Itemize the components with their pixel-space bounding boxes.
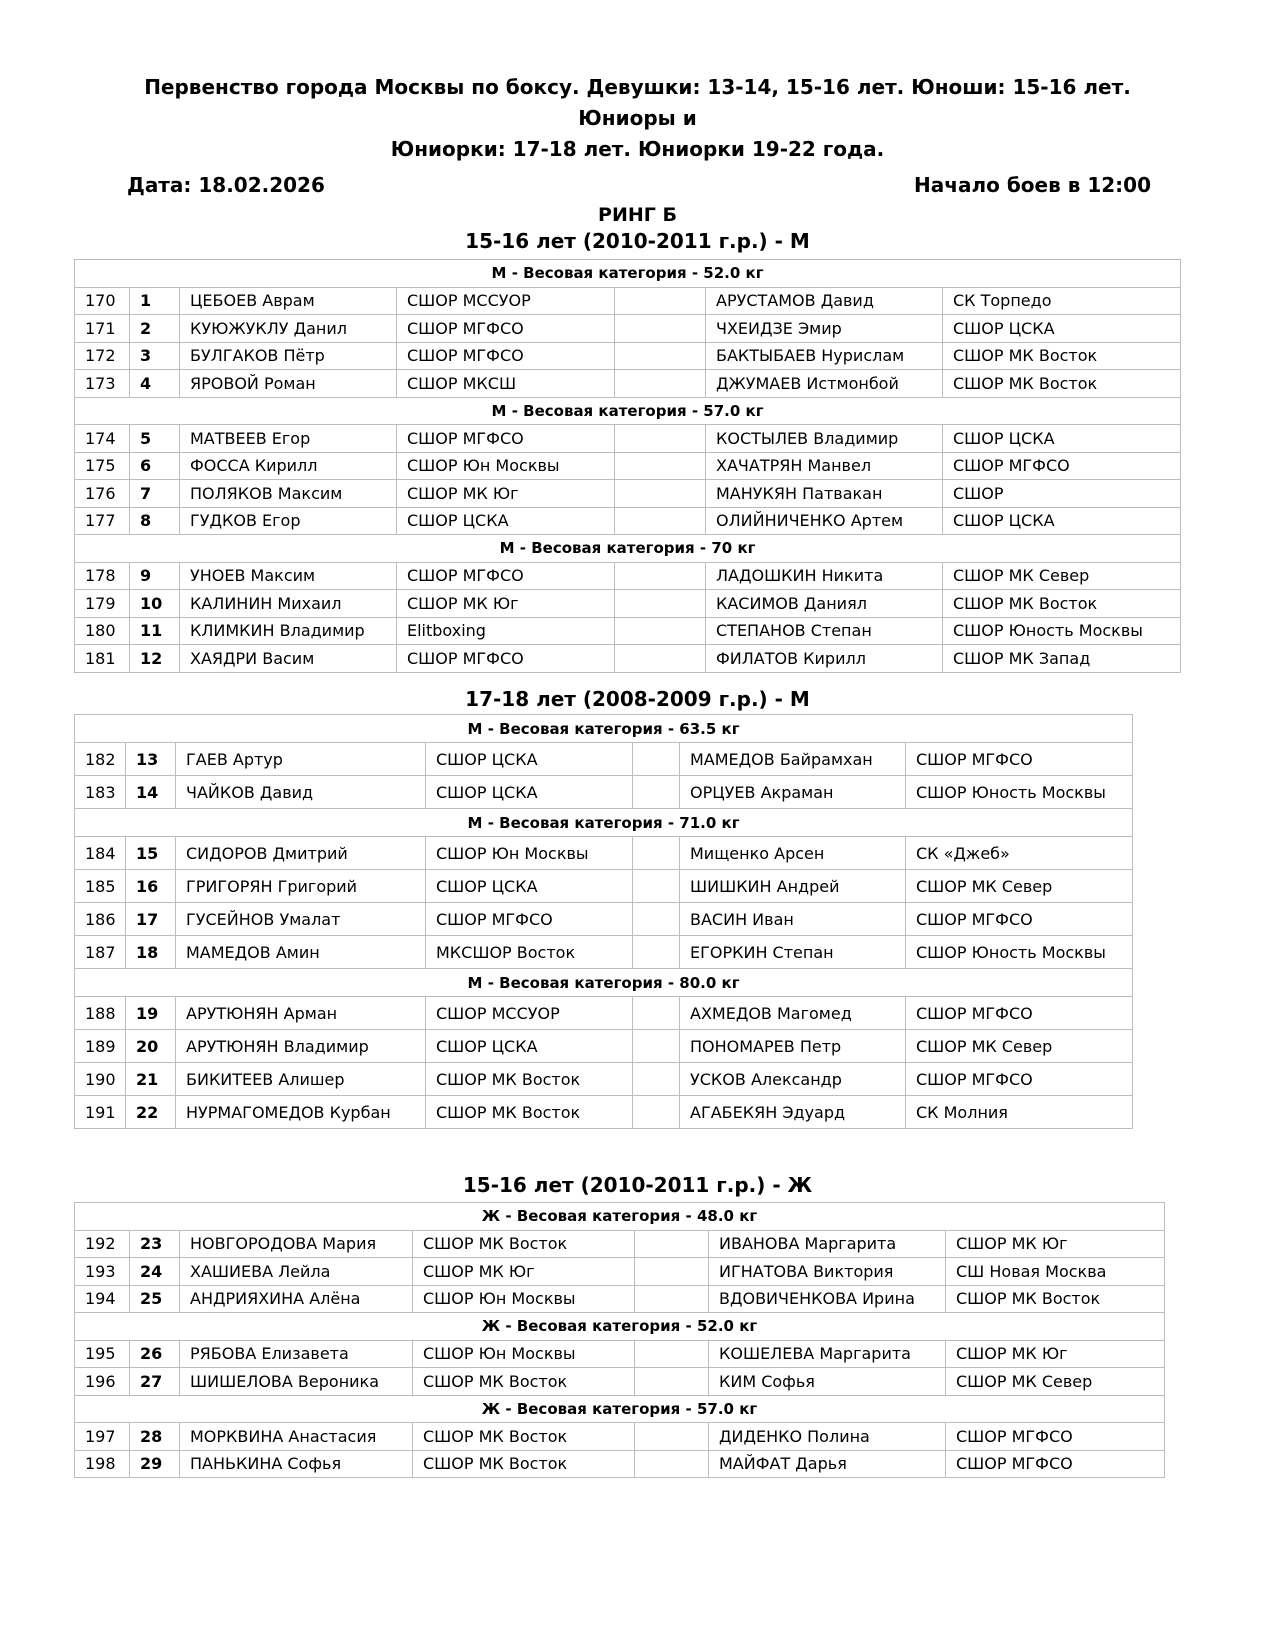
table-row — [75, 1285, 1165, 1313]
red-corner-name: БИКИТЕЕВ Алишер — [176, 1063, 426, 1096]
blue-corner-name: ЕГОРКИН Степан — [680, 936, 906, 969]
blue-corner-name: АРУСТАМОВ Давид — [706, 287, 943, 315]
blue-corner-name: ДИДЕНКО Полина — [709, 1423, 946, 1451]
row-number: 182 — [75, 743, 126, 776]
red-corner-club: СШОР МГФСО — [397, 425, 615, 453]
blue-corner-name: АХМЕДОВ Магомед — [680, 997, 906, 1030]
weight-category-row — [75, 715, 1133, 743]
bouts-table-3 — [74, 1202, 1165, 1478]
row-number: 198 — [75, 1450, 130, 1478]
row-number: 180 — [75, 617, 130, 645]
blue-corner-club: СШОР МГФСО — [906, 903, 1133, 936]
weight-category-row — [75, 397, 1181, 425]
row-number: 196 — [75, 1368, 130, 1396]
blue-corner-name: Мищенко Арсен — [680, 837, 906, 870]
event-date: Дата: 18.02.2026 — [127, 173, 325, 197]
bouts-table-1 — [74, 259, 1181, 673]
weight-category-label: М - Весовая категория - 52.0 кг — [75, 260, 1181, 288]
weight-category-row — [75, 1395, 1165, 1423]
weight-category-label: Ж - Весовая категория - 57.0 кг — [75, 1395, 1165, 1423]
weight-category-row — [75, 809, 1133, 837]
blue-corner-club: СШОР ЦСКА — [943, 315, 1181, 343]
blue-corner-name: ШИШКИН Андрей — [680, 870, 906, 903]
red-corner-club: СШОР МК Восток — [426, 1096, 633, 1129]
bout-number: 10 — [130, 590, 180, 618]
table-row — [75, 1368, 1165, 1396]
row-number: 174 — [75, 425, 130, 453]
bout-number: 2 — [130, 315, 180, 343]
result-cell — [635, 1285, 709, 1313]
result-cell — [635, 1423, 709, 1451]
red-corner-club: СШОР ЦСКА — [426, 870, 633, 903]
weight-category-row — [75, 1203, 1165, 1231]
red-corner-club: СШОР МГФСО — [397, 342, 615, 370]
row-number: 183 — [75, 776, 126, 809]
ring-label: РИНГ Б — [598, 204, 677, 226]
table-row — [75, 1030, 1133, 1063]
row-number: 186 — [75, 903, 126, 936]
red-corner-name: ХАЯДРИ Васим — [180, 645, 397, 673]
red-corner-name: УНОЕВ Максим — [180, 562, 397, 590]
blue-corner-name: ЛАДОШКИН Никита — [706, 562, 943, 590]
bout-number: 8 — [130, 507, 180, 535]
start-time: Начало боев в 12:00 — [914, 173, 1151, 197]
blue-corner-name: ЧХЕИДЗЕ Эмир — [706, 315, 943, 343]
row-number: 184 — [75, 837, 126, 870]
blue-corner-club: СШОР ЦСКА — [943, 507, 1181, 535]
blue-corner-club: СШОР МГФСО — [946, 1423, 1165, 1451]
table-row — [75, 936, 1133, 969]
red-corner-name: ЯРОВОЙ Роман — [180, 370, 397, 398]
red-corner-name: ПАНЬКИНА Софья — [180, 1450, 413, 1478]
row-number: 188 — [75, 997, 126, 1030]
weight-category-label: Ж - Весовая категория - 52.0 кг — [75, 1313, 1165, 1341]
table-row — [75, 903, 1133, 936]
result-cell — [633, 776, 680, 809]
red-corner-club: СШОР МССУОР — [397, 287, 615, 315]
red-corner-name: НОВГОРОДОВА Мария — [180, 1230, 413, 1258]
red-corner-name: КЛИМКИН Владимир — [180, 617, 397, 645]
row-number: 197 — [75, 1423, 130, 1451]
red-corner-club: СШОР МК Восток — [413, 1423, 635, 1451]
blue-corner-club: СШОР МК Север — [906, 870, 1133, 903]
table-row — [75, 1423, 1165, 1451]
result-cell — [615, 507, 706, 535]
red-corner-club: СШОР МК Восток — [426, 1063, 633, 1096]
red-corner-name: ЧАЙКОВ Давид — [176, 776, 426, 809]
weight-category-label: М - Весовая категория - 63.5 кг — [75, 715, 1133, 743]
bout-number: 1 — [130, 287, 180, 315]
table-row — [75, 1063, 1133, 1096]
table-row — [75, 837, 1133, 870]
bout-number: 21 — [126, 1063, 176, 1096]
red-corner-club: СШОР МК Восток — [413, 1450, 635, 1478]
result-cell — [615, 590, 706, 618]
result-cell — [615, 562, 706, 590]
table-row — [75, 997, 1133, 1030]
blue-corner-name: ВАСИН Иван — [680, 903, 906, 936]
bout-number: 14 — [126, 776, 176, 809]
row-number: 181 — [75, 645, 130, 673]
title-line-2: Юниорки: 17-18 лет. Юниорки 19-22 года. — [390, 137, 885, 161]
bout-number: 6 — [130, 452, 180, 480]
blue-corner-club: СШОР — [943, 480, 1181, 508]
red-corner-name: ГУДКОВ Егор — [180, 507, 397, 535]
row-number: 194 — [75, 1285, 130, 1313]
result-cell — [635, 1450, 709, 1478]
bout-number: 25 — [130, 1285, 180, 1313]
row-number: 193 — [75, 1258, 130, 1286]
blue-corner-club: СШОР МК Восток — [943, 370, 1181, 398]
table-row — [75, 590, 1181, 618]
blue-corner-name: УСКОВ Александр — [680, 1063, 906, 1096]
blue-corner-name: ПОНОМАРЕВ Петр — [680, 1030, 906, 1063]
weight-category-label: М - Весовая категория - 71.0 кг — [75, 809, 1133, 837]
blue-corner-club: СШОР МГФСО — [906, 743, 1133, 776]
bout-number: 13 — [126, 743, 176, 776]
red-corner-name: ГРИГОРЯН Григорий — [176, 870, 426, 903]
red-corner-name: АНДРИЯХИНА Алёна — [180, 1285, 413, 1313]
red-corner-name: ЦЕБОЕВ Аврам — [180, 287, 397, 315]
blue-corner-club: СШОР МГФСО — [946, 1450, 1165, 1478]
red-corner-name: МАМЕДОВ Амин — [176, 936, 426, 969]
blue-corner-club: СШОР МК Север — [943, 562, 1181, 590]
bout-number: 5 — [130, 425, 180, 453]
table-row — [75, 645, 1181, 673]
result-cell — [615, 480, 706, 508]
weight-category-row — [75, 535, 1181, 563]
result-cell — [633, 1096, 680, 1129]
result-cell — [615, 315, 706, 343]
bout-number: 3 — [130, 342, 180, 370]
red-corner-name: АРУТЮНЯН Арман — [176, 997, 426, 1030]
red-corner-club: СШОР МГФСО — [426, 903, 633, 936]
result-cell — [633, 1063, 680, 1096]
blue-corner-name: КИМ Софья — [709, 1368, 946, 1396]
weight-category-label: М - Весовая категория - 70 кг — [75, 535, 1181, 563]
blue-corner-club: СШОР ЦСКА — [943, 425, 1181, 453]
result-cell — [633, 1030, 680, 1063]
red-corner-club: СШОР МК Юг — [397, 480, 615, 508]
title-line-1: Первенство города Москвы по боксу. Девушки: 13-14, 15-16 лет. Юноши: 15-16 лет. Юниоры и — [144, 75, 1131, 130]
red-corner-club: СШОР МК Юг — [413, 1258, 635, 1286]
section-title-3: 15-16 лет (2010-2011 г.р.) - Ж — [462, 1173, 813, 1197]
blue-corner-club: СШОР МК Восток — [946, 1285, 1165, 1313]
red-corner-club: СШОР МГФСО — [397, 645, 615, 673]
row-number: 173 — [75, 370, 130, 398]
result-cell — [633, 936, 680, 969]
table-row — [75, 480, 1181, 508]
red-corner-name: МАТВЕЕВ Егор — [180, 425, 397, 453]
blue-corner-club: СШОР МК Запад — [943, 645, 1181, 673]
red-corner-club: СШОР МССУОР — [426, 997, 633, 1030]
blue-corner-club: СШОР МК Восток — [943, 590, 1181, 618]
weight-category-row — [75, 969, 1133, 997]
blue-corner-club: СШОР Юность Москвы — [906, 936, 1133, 969]
blue-corner-club: СШОР МК Север — [906, 1030, 1133, 1063]
result-cell — [615, 617, 706, 645]
red-corner-name: ГУСЕЙНОВ Умалат — [176, 903, 426, 936]
blue-corner-name: КОШЕЛЕВА Маргарита — [709, 1340, 946, 1368]
red-corner-name: ГАЕВ Артур — [176, 743, 426, 776]
blue-corner-name: ФИЛАТОВ Кирилл — [706, 645, 943, 673]
table-row — [75, 743, 1133, 776]
result-cell — [615, 342, 706, 370]
red-corner-name: МОРКВИНА Анастасия — [180, 1423, 413, 1451]
red-corner-club: СШОР МГФСО — [397, 562, 615, 590]
blue-corner-name: КАСИМОВ Даниял — [706, 590, 943, 618]
bout-number: 12 — [130, 645, 180, 673]
row-number: 185 — [75, 870, 126, 903]
table-row — [75, 870, 1133, 903]
blue-corner-name: ХАЧАТРЯН Манвел — [706, 452, 943, 480]
bout-number: 20 — [126, 1030, 176, 1063]
red-corner-club: СШОР МК Восток — [413, 1230, 635, 1258]
blue-corner-club: СШОР Юность Москвы — [943, 617, 1181, 645]
red-corner-name: ШИШЕЛОВА Вероника — [180, 1368, 413, 1396]
bout-number: 18 — [126, 936, 176, 969]
weight-category-label: М - Весовая категория - 80.0 кг — [75, 969, 1133, 997]
blue-corner-club: СШОР МГФСО — [906, 997, 1133, 1030]
bout-number: 15 — [126, 837, 176, 870]
bout-number: 11 — [130, 617, 180, 645]
row-number: 189 — [75, 1030, 126, 1063]
document-title — [100, 72, 1175, 165]
table-row — [75, 1230, 1165, 1258]
blue-corner-club: СШОР МК Юг — [946, 1230, 1165, 1258]
row-number: 179 — [75, 590, 130, 618]
blue-corner-name: ОРЦУЕВ Акраман — [680, 776, 906, 809]
result-cell — [635, 1340, 709, 1368]
bout-number: 29 — [130, 1450, 180, 1478]
bout-number: 17 — [126, 903, 176, 936]
bout-number: 24 — [130, 1258, 180, 1286]
result-cell — [615, 425, 706, 453]
red-corner-club: СШОР ЦСКА — [426, 743, 633, 776]
result-cell — [633, 870, 680, 903]
table-row — [75, 776, 1133, 809]
blue-corner-name: БАКТЫБАЕВ Нурислам — [706, 342, 943, 370]
bout-number: 27 — [130, 1368, 180, 1396]
red-corner-club: СШОР Юн Москвы — [413, 1285, 635, 1313]
table-row — [75, 1258, 1165, 1286]
bout-number: 23 — [130, 1230, 180, 1258]
row-number: 171 — [75, 315, 130, 343]
red-corner-club: СШОР ЦСКА — [397, 507, 615, 535]
red-corner-club: СШОР МК Восток — [413, 1368, 635, 1396]
row-number: 192 — [75, 1230, 130, 1258]
blue-corner-name: ОЛИЙНИЧЕНКО Артем — [706, 507, 943, 535]
weight-category-row — [75, 1313, 1165, 1341]
row-number: 175 — [75, 452, 130, 480]
bout-number: 28 — [130, 1423, 180, 1451]
result-cell — [633, 997, 680, 1030]
table-row — [75, 507, 1181, 535]
section-title-2: 17-18 лет (2008-2009 г.р.) - М — [465, 687, 810, 711]
table-row — [75, 1450, 1165, 1478]
row-number: 178 — [75, 562, 130, 590]
table-row — [75, 562, 1181, 590]
bout-number: 22 — [126, 1096, 176, 1129]
blue-corner-name: МАМЕДОВ Байрамхан — [680, 743, 906, 776]
bout-number: 9 — [130, 562, 180, 590]
weight-category-label: М - Весовая категория - 57.0 кг — [75, 397, 1181, 425]
red-corner-club: СШОР МКСШ — [397, 370, 615, 398]
red-corner-club: СШОР МК Юг — [397, 590, 615, 618]
blue-corner-club: СШОР МК Юг — [946, 1340, 1165, 1368]
red-corner-name: НУРМАГОМЕДОВ Курбан — [176, 1096, 426, 1129]
blue-corner-club: СШОР МГФСО — [906, 1063, 1133, 1096]
blue-corner-name: КОСТЫЛЕВ Владимир — [706, 425, 943, 453]
result-cell — [633, 743, 680, 776]
result-cell — [633, 837, 680, 870]
blue-corner-name: МАНУКЯН Патвакан — [706, 480, 943, 508]
section-title-1: 15-16 лет (2010-2011 г.р.) - М — [465, 229, 810, 253]
row-number: 170 — [75, 287, 130, 315]
blue-corner-club: СШ Новая Москва — [946, 1258, 1165, 1286]
row-number: 190 — [75, 1063, 126, 1096]
row-number: 172 — [75, 342, 130, 370]
bout-number: 26 — [130, 1340, 180, 1368]
result-cell — [615, 370, 706, 398]
table-row — [75, 1096, 1133, 1129]
weight-category-row — [75, 260, 1181, 288]
bouts-table-2 — [74, 714, 1133, 1129]
red-corner-name: КУЮЖУКЛУ Данил — [180, 315, 397, 343]
bout-number: 19 — [126, 997, 176, 1030]
red-corner-name: АРУТЮНЯН Владимир — [176, 1030, 426, 1063]
red-corner-club: МКСШОР Восток — [426, 936, 633, 969]
red-corner-name: БУЛГАКОВ Пётр — [180, 342, 397, 370]
red-corner-name: РЯБОВА Елизавета — [180, 1340, 413, 1368]
blue-corner-club: СШОР Юность Москвы — [906, 776, 1133, 809]
blue-corner-name: МАЙФАТ Дарья — [709, 1450, 946, 1478]
result-cell — [615, 287, 706, 315]
blue-corner-club: СШОР МГФСО — [943, 452, 1181, 480]
red-corner-name: СИДОРОВ Дмитрий — [176, 837, 426, 870]
red-corner-club: СШОР Юн Москвы — [426, 837, 633, 870]
red-corner-club: СШОР Юн Москвы — [397, 452, 615, 480]
blue-corner-club: СК Торпедо — [943, 287, 1181, 315]
table-row — [75, 1340, 1165, 1368]
red-corner-club: Elitboxing — [397, 617, 615, 645]
result-cell — [633, 903, 680, 936]
result-cell — [635, 1258, 709, 1286]
table-row — [75, 425, 1181, 453]
weight-category-label: Ж - Весовая категория - 48.0 кг — [75, 1203, 1165, 1231]
row-number: 187 — [75, 936, 126, 969]
red-corner-club: СШОР МГФСО — [397, 315, 615, 343]
result-cell — [615, 452, 706, 480]
blue-corner-name: ДЖУМАЕВ Истмонбой — [706, 370, 943, 398]
row-number: 191 — [75, 1096, 126, 1129]
blue-corner-name: ИГНАТОВА Виктория — [709, 1258, 946, 1286]
bout-number: 16 — [126, 870, 176, 903]
blue-corner-club: СШОР МК Восток — [943, 342, 1181, 370]
row-number: 176 — [75, 480, 130, 508]
red-corner-name: ПОЛЯКОВ Максим — [180, 480, 397, 508]
result-cell — [635, 1230, 709, 1258]
row-number: 195 — [75, 1340, 130, 1368]
result-cell — [635, 1368, 709, 1396]
table-row — [75, 315, 1181, 343]
blue-corner-name: СТЕПАНОВ Степан — [706, 617, 943, 645]
blue-corner-club: СШОР МК Север — [946, 1368, 1165, 1396]
table-row — [75, 617, 1181, 645]
red-corner-name: ФОССА Кирилл — [180, 452, 397, 480]
blue-corner-name: ВДОВИЧЕНКОВА Ирина — [709, 1285, 946, 1313]
red-corner-name: ХАШИЕВА Лейла — [180, 1258, 413, 1286]
table-row — [75, 370, 1181, 398]
blue-corner-name: АГАБЕКЯН Эдуард — [680, 1096, 906, 1129]
table-row — [75, 287, 1181, 315]
result-cell — [615, 645, 706, 673]
red-corner-name: КАЛИНИН Михаил — [180, 590, 397, 618]
blue-corner-club: СК Молния — [906, 1096, 1133, 1129]
red-corner-club: СШОР ЦСКА — [426, 1030, 633, 1063]
bout-number: 4 — [130, 370, 180, 398]
blue-corner-club: СК «Джеб» — [906, 837, 1133, 870]
bout-number: 7 — [130, 480, 180, 508]
red-corner-club: СШОР ЦСКА — [426, 776, 633, 809]
table-row — [75, 342, 1181, 370]
red-corner-club: СШОР Юн Москвы — [413, 1340, 635, 1368]
row-number: 177 — [75, 507, 130, 535]
table-row — [75, 452, 1181, 480]
blue-corner-name: ИВАНОВА Маргарита — [709, 1230, 946, 1258]
